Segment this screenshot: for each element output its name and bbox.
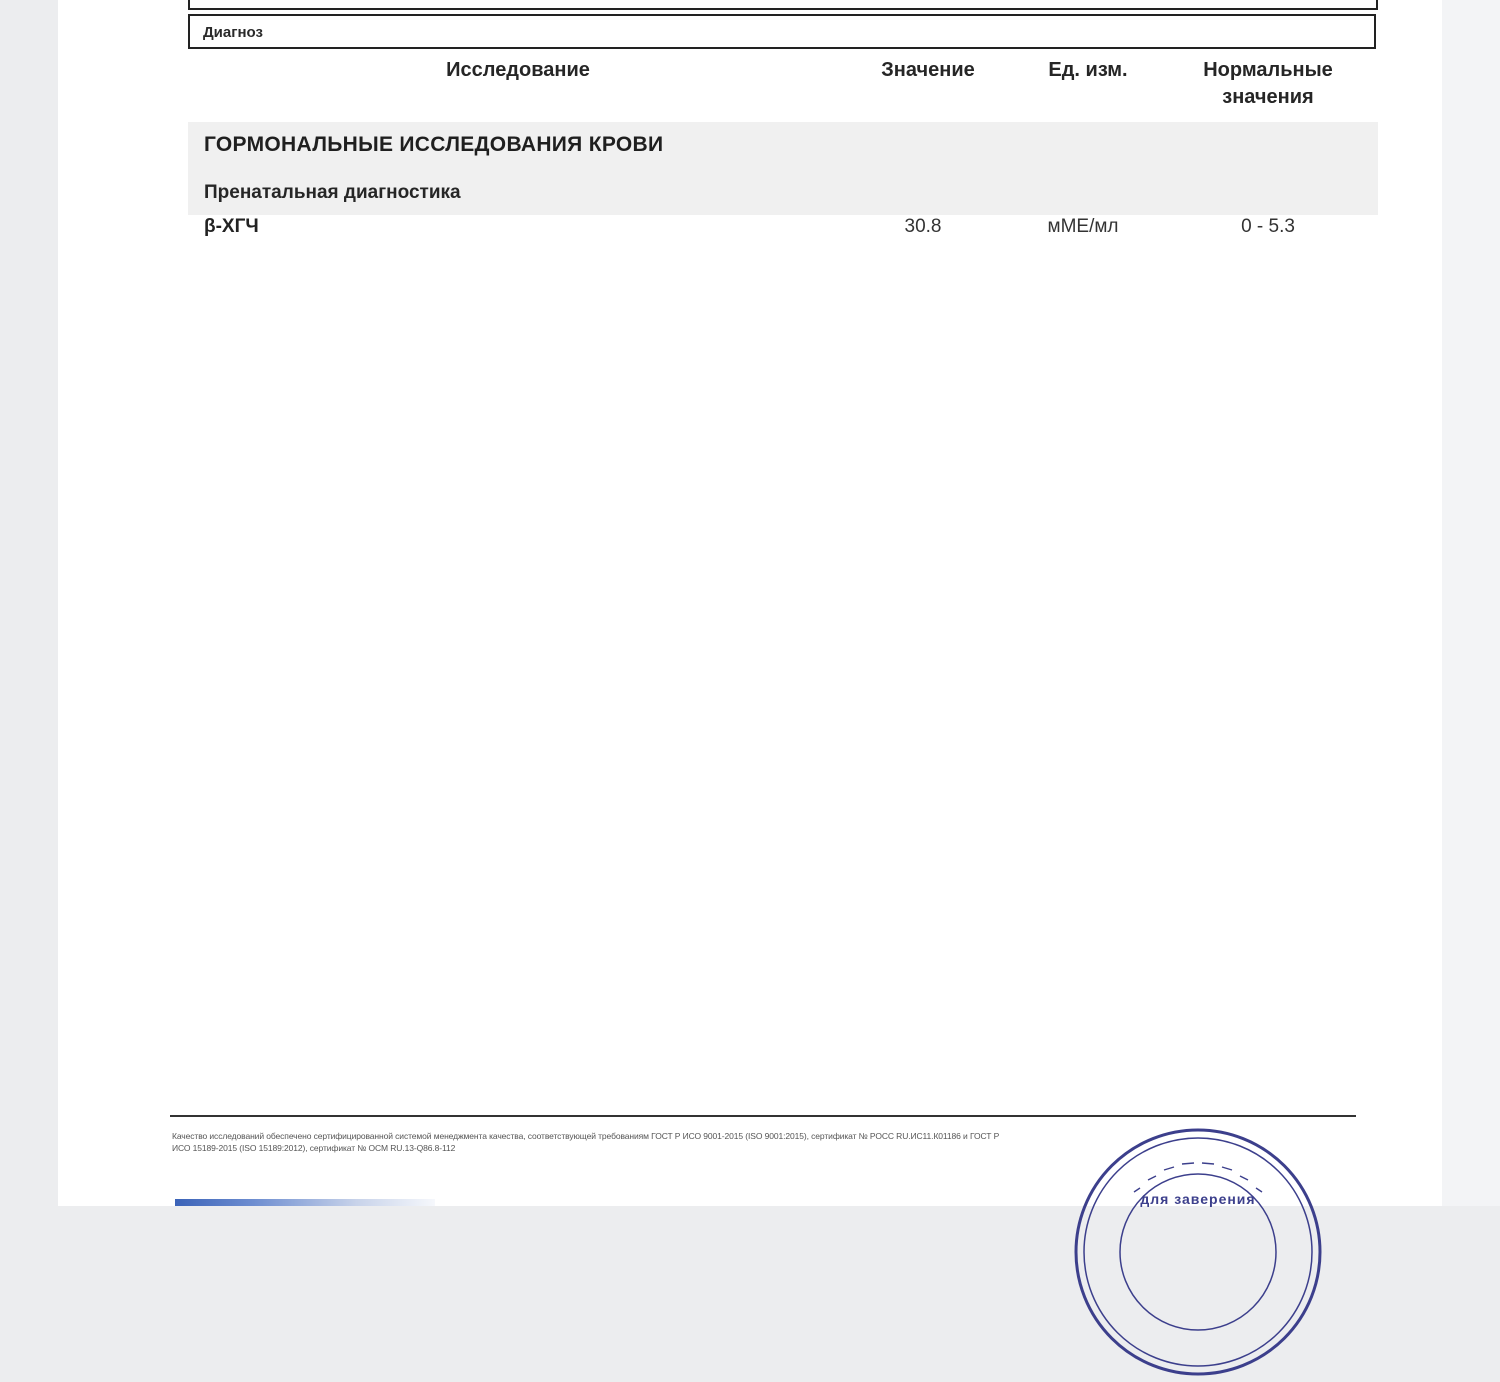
diagnosis-label: Диагноз xyxy=(203,24,263,41)
certification-text: Качество исследований обеспечено сертифицированной системой менеджмента качества, соответствующей требованиям ГОСТ Р ИСО 9001-2015 (ISO 9001:2015), сертификат № РОСС RU.ИС11.К01186 и ГОСТ Р ИСО 15189-2015 (ISO 15189:2012), сертификат № ОСМ RU.13-Q86.8-112 xyxy=(172,1131,1000,1153)
test-unit: мМЕ/мл xyxy=(1047,216,1119,237)
diagnosis-box xyxy=(188,14,1376,49)
column-header-unit: Ед. изм. xyxy=(1048,59,1128,81)
column-header-value: Значение xyxy=(881,59,975,81)
lab-stamp xyxy=(1068,1122,1328,1382)
logo-strip xyxy=(175,1199,435,1206)
stamp-label: для заверения xyxy=(1140,1191,1256,1207)
section-title: ГОРМОНАЛЬНЫЕ ИССЛЕДОВАНИЯ КРОВИ xyxy=(204,133,664,156)
subsection-title: Пренатальная диагностика xyxy=(204,182,461,203)
column-header-study: Исследование xyxy=(446,59,590,81)
test-name: β-ХГЧ xyxy=(204,216,259,237)
header-box-bottom-edge xyxy=(188,0,1378,10)
test-norm: 0 - 5.3 xyxy=(1241,216,1295,237)
column-header-norm-line2: значения xyxy=(1222,86,1314,108)
viewer-right-gutter xyxy=(1442,0,1500,1206)
test-value: 30.8 xyxy=(904,216,942,237)
footer-divider xyxy=(170,1115,1356,1117)
column-header-norm xyxy=(1173,57,1363,111)
column-header-norm-line1: Нормальные xyxy=(1203,59,1333,81)
document-page xyxy=(58,0,1442,1206)
